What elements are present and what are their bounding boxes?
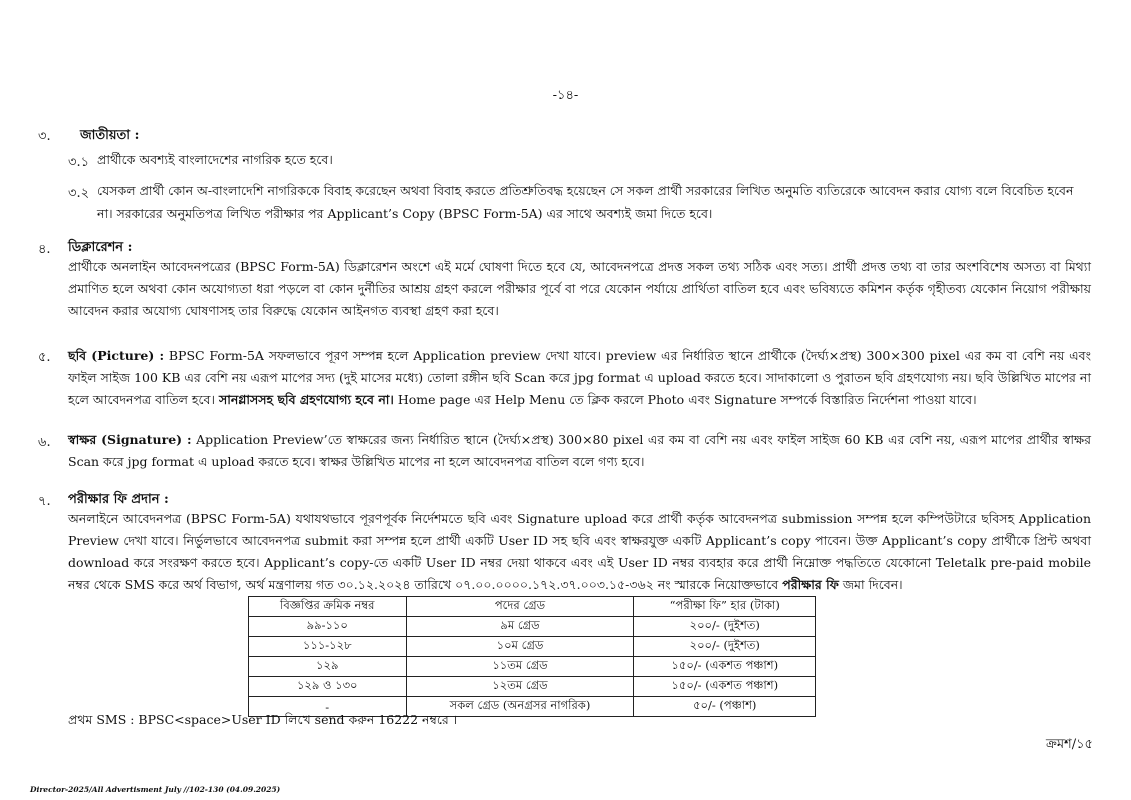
table-cell: ১২তম গ্রেড: [406, 677, 634, 697]
section-7-heading: পরীক্ষার ফি প্রদান :: [68, 492, 169, 507]
table-cell: ১০ম গ্রেড: [406, 637, 634, 657]
section-7-text-after: জমা দিবেন।: [842, 577, 903, 592]
section-7-bold-fee: পরীক্ষার ফি: [782, 577, 839, 592]
table-cell: ২০০/- (দুইশত): [634, 637, 816, 657]
section-3-number: ৩.: [38, 129, 51, 144]
section-5-heading: ছবি (Picture) :: [68, 348, 165, 363]
table-cell: ১১১-১২৮: [249, 637, 407, 657]
fee-table-header: “পরীক্ষা ফি” হার (টাকা): [634, 597, 816, 617]
page-number: -১৪-: [552, 88, 579, 103]
section-7-text: অনলাইনে আবেদনপত্র (BPSC Form-5A) যথাযথভাবে পূরণপূর্বক নির্দেশমতে ছবি এবং Signature upload করে প্রার্থী কর্তৃক আবেদনপত্র submission সম্পন্ন হলে কম্পিউটারে ছবিসহ Application Preview দেখা যাবে। নির্ভুলভাবে আবেদনপত্র submit করা সম্পন্ন হলে প্রার্থী একটি User ID সহ ছবি এবং স্বাক্ষরযুক্ত একটি Applicant’s copy পাবেন। উক্ত Applicant’s copy প্রার্থীকে প্রিন্ট অথবা download করে সংরক্ষণ করতে হবে। Applicant’s copy-তে একটি User ID নম্বর দেয়া থাকবে এবং এই User ID নম্বর ব্যবহার করে প্রার্থী নিম্নোক্ত পদ্ধতিতে যেকোনো Teletalk pre-paid mobile নম্বর থেকে SMS করে অর্থ বিভাগ, অর্থ মন্ত্রণালয় গত ৩০.১২.২০২৪ তারিখে ০৭.০০.০০০০.১৭২.৩৭.০০৩.১৫-৩৬২ নং স্মারকে নিয়োক্তভাবে: [68, 511, 1091, 592]
item-3-1-text: প্রার্থীকে অবশ্যই বাংলাদেশের নাগরিক হতে হবে।: [97, 152, 333, 167]
section-3-heading: জাতীয়তা :: [80, 128, 140, 143]
table-cell: ৯৯-১১০: [249, 617, 407, 637]
item-3-2-number: ৩.২: [68, 186, 90, 201]
section-6-heading: স্বাক্ষর (Signature) :: [68, 432, 192, 447]
section-7-paragraph: [68, 508, 1091, 596]
table-cell: সকল গ্রেড (অনগ্রসর নাগরিক): [406, 697, 634, 717]
section-6-paragraph: [68, 429, 1091, 473]
fee-table-header: পদের গ্রেড: [406, 597, 634, 617]
section-5-text-after: Home page এর Help Menu তে ক্লিক করলে Photo এবং Signature সম্পর্কে বিস্তারিত নির্দেশনা পাওয়া যাবে।: [397, 392, 977, 407]
fee-table-header: বিজ্ঞপ্তির ক্রমিক নম্বর: [249, 597, 407, 617]
table-row: [249, 677, 816, 697]
section-5-text: BPSC Form-5A সফলভাবে পূরণ সম্পন্ন হলে Application preview দেখা যাবে। preview এর নির্ধারিত স্থানে প্রার্থীকে (দৈর্ঘ্য×প্রস্থ) 300×300 pixel এর কম বা বেশি নয় এবং ফাইল সাইজ 100 KB এর বেশি নয় এরূপ মাপের সদ্য (দুই মাসের মধ্যে) তোলা রঙ্গীন ছবি Scan করে jpg format এ upload করতে হবে। সাদাকালো ও পুরাতন ছবি গ্রহণযোগ্য নয়। ছবি উল্লিখিত মাপের না হলে আবেদনপত্র বাতিল হবে।: [68, 348, 1091, 407]
table-cell: -: [249, 697, 407, 717]
section-5-number: ৫.: [38, 350, 51, 365]
item-3-1-number: ৩.১: [68, 155, 90, 170]
table-row: [249, 637, 816, 657]
table-cell: ১২৯: [249, 657, 407, 677]
table-cell: ১৫০/- (একশত পঞ্চাশ): [634, 677, 816, 697]
section-5-paragraph: [68, 345, 1091, 411]
continued-note: ক্রমশ/১৫: [1045, 737, 1093, 752]
sms-instruction: প্রথম SMS : BPSC<space>User ID লিখে send করুন 16222 নম্বরে ।: [68, 712, 458, 727]
table-row: [249, 657, 816, 677]
item-3-2-line2: না। সরকারের অনুমতিপত্র লিখিত পরীক্ষার পর Applicant’s Copy (BPSC Form-5A) এর সাথে অবশ্যই জমা দিতে হবে।: [97, 206, 713, 221]
section-4-text: প্রার্থীকে অনলাইন আবেদনপত্রের (BPSC Form-5A) ডিক্লারেশন অংশে এই মর্মে ঘোষণা দিতে হবে যে, আবেদনপত্রে প্রদত্ত সকল তথ্য সঠিক এবং সত্য। প্রার্থী প্রদত্ত তথ্য বা তার অংশবিশেষ অসত্য বা মিথ্যা প্রমাণিত হলে অথবা কোন অযোগ্যতা ধরা পড়লে বা কোন দুর্নীতির আশ্রয় গ্রহণ করলে পরীক্ষার পূর্বে বা পরে যেকোন পর্যায়ে প্রার্থিতা বাতিল হবে এবং ভবিষ্যতে কমিশন কর্তৃক গৃহীতব্য যেকোন নিয়োগ পরীক্ষায় আবেদন করার অযোগ্য ঘোষণাসহ তার বিরুদ্ধে যেকোন আইনগত ব্যবস্থা গ্রহণ করা হবে।: [68, 259, 1091, 318]
section-7-number: ৭.: [38, 494, 51, 509]
table-cell: ১৫০/- (একশত পঞ্চাশ): [634, 657, 816, 677]
section-4-heading: ডিক্লারেশন :: [68, 240, 133, 255]
table-row: [249, 617, 816, 637]
table-cell: ১২৯ ও ১৩০: [249, 677, 407, 697]
fee-table-header-row: [249, 597, 816, 617]
table-cell: ৯ম গ্রেড: [406, 617, 634, 637]
section-5-bold-note: সানগ্লাসসহ ছবি গ্রহণযোগ্য হবে না।: [218, 392, 394, 407]
table-cell: ৫০/- (পঞ্চাশ): [634, 697, 816, 717]
table-cell: ১১তম গ্রেড: [406, 657, 634, 677]
section-6-number: ৬.: [38, 435, 51, 450]
section-4-number: ৪.: [38, 242, 51, 257]
footer-reference: Director-2025/All Advertisment July //102-130 (04.09.2025): [30, 785, 281, 794]
item-3-2-line1: যেসকল প্রার্থী কোন অ-বাংলাদেশি নাগরিককে বিবাহ করেছেন অথবা বিবাহ করতে প্রতিশ্রুতিবদ্ধ হয়েছেন সে সকল প্রার্থী সরকারের লিখিত অনুমতি ব্যতিরেকে আবেদন করার যোগ্য বলে বিবেচিত হবেন: [97, 183, 1074, 198]
table-cell: ২০০/- (দুইশত): [634, 617, 816, 637]
section-6-text: Application Preview’তে স্বাক্ষরের জন্য নির্ধারিত স্থানে (দৈর্ঘ্য×প্রস্থ) 300×80 pixel এর কম বা বেশি নয় এবং ফাইল সাইজ 60 KB এর বেশি নয়, এরূপ মাপের প্রার্থীর স্বাক্ষর Scan করে jpg format এ upload করতে হবে। স্বাক্ষর উল্লিখিত মাপের না হলে আবেদনপত্র বাতিল বলে গণ্য হবে।: [68, 432, 1091, 469]
fee-table: [248, 596, 816, 717]
